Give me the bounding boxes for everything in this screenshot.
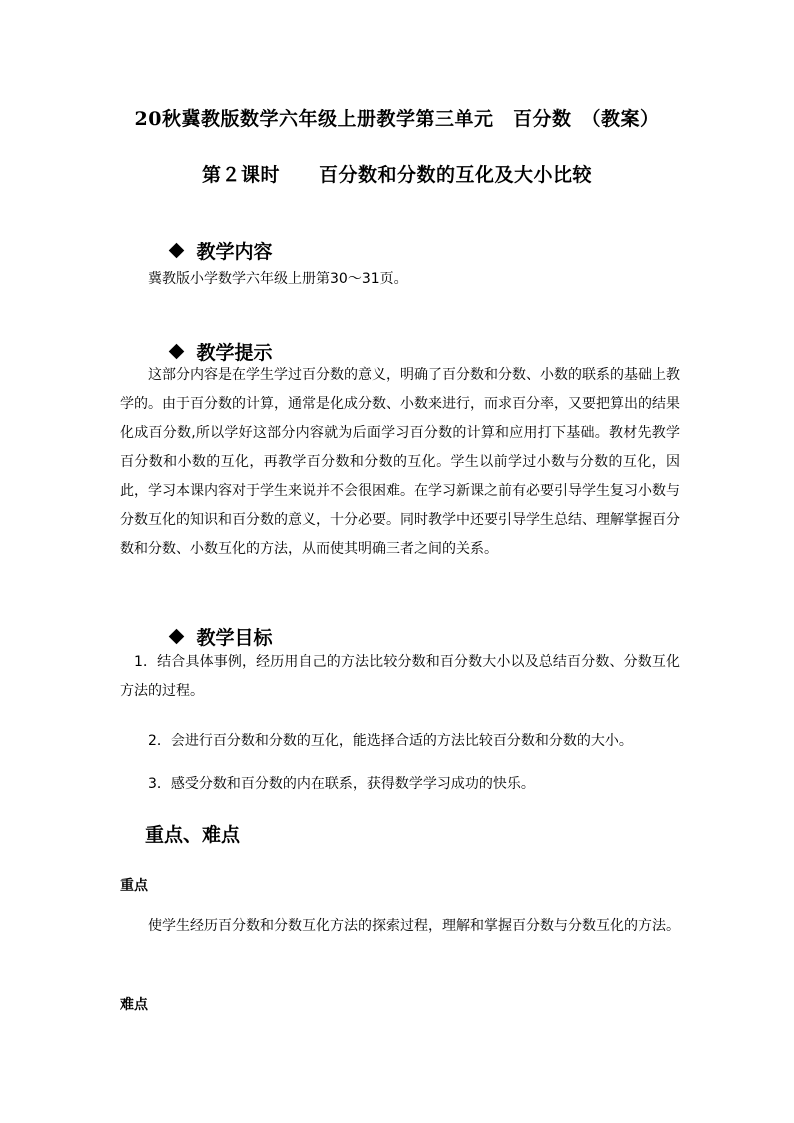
section-heading-label: 教学提示 — [196, 342, 273, 364]
tips-paragraph: 这部分内容是在学生学过百分数的意义，明确了百分数和分数、小数的联系的基础上教学的。由于百分数的计算，通常是化成分数、小数来进行，而求百分率，又要把算出的结果化成百分数,所以学好这部分内容就为后面学习百分数的计算和应用打下基础。教材先教学百分数和小数的互化，再教学百分数和分数的互化。学生以前学过小数与分数的互化，因此，学习本课内容对于学生来说并不会很困难。在学习新课之前有必要引导学生复习小数与分数互化的知识和百分数的意义，十分必要。同时教学中还要引导学生总结、理解掌握百分数和分数、小数互化的方法，从而使其明确三者之间的关系。 — [120, 367, 680, 557]
document-title: 20秋冀教版数学六年级上册教学第三单元 百分数 （教案） — [134, 108, 660, 130]
key-point-text: 使学生经历百分数和分数互化方法的探索过程，理解和掌握百分数与分数互化的方法。 — [148, 918, 680, 934]
goal-item-1: 1．结合具体事例，经历用自己的方法比较分数和百分数大小以及总结百分数、分数互化方法的过程。 — [120, 654, 680, 699]
diamond-bullet-icon — [169, 344, 185, 360]
key-point-label: 重点 — [120, 878, 148, 894]
section-heading-label: 教学目标 — [196, 627, 273, 649]
goal-item-3: 3．感受分数和百分数的内在联系，获得数学学习成功的快乐。 — [148, 776, 535, 792]
section-heading-key-points: 重点、难点 — [145, 824, 241, 846]
lesson-subtitle: 第２课时 百分数和分数的互化及大小比较 — [201, 164, 592, 186]
diamond-bullet-icon — [169, 243, 185, 259]
difficulty-label: 难点 — [120, 997, 148, 1013]
content-text: 冀教版小学数学六年级上册第30～31页。 — [148, 271, 408, 287]
diamond-bullet-icon — [169, 629, 185, 645]
section-heading-label: 教学内容 — [196, 241, 273, 263]
goal-item-2: 2．会进行百分数和分数的互化，能选择合适的方法比较百分数和分数的大小。 — [148, 733, 633, 749]
